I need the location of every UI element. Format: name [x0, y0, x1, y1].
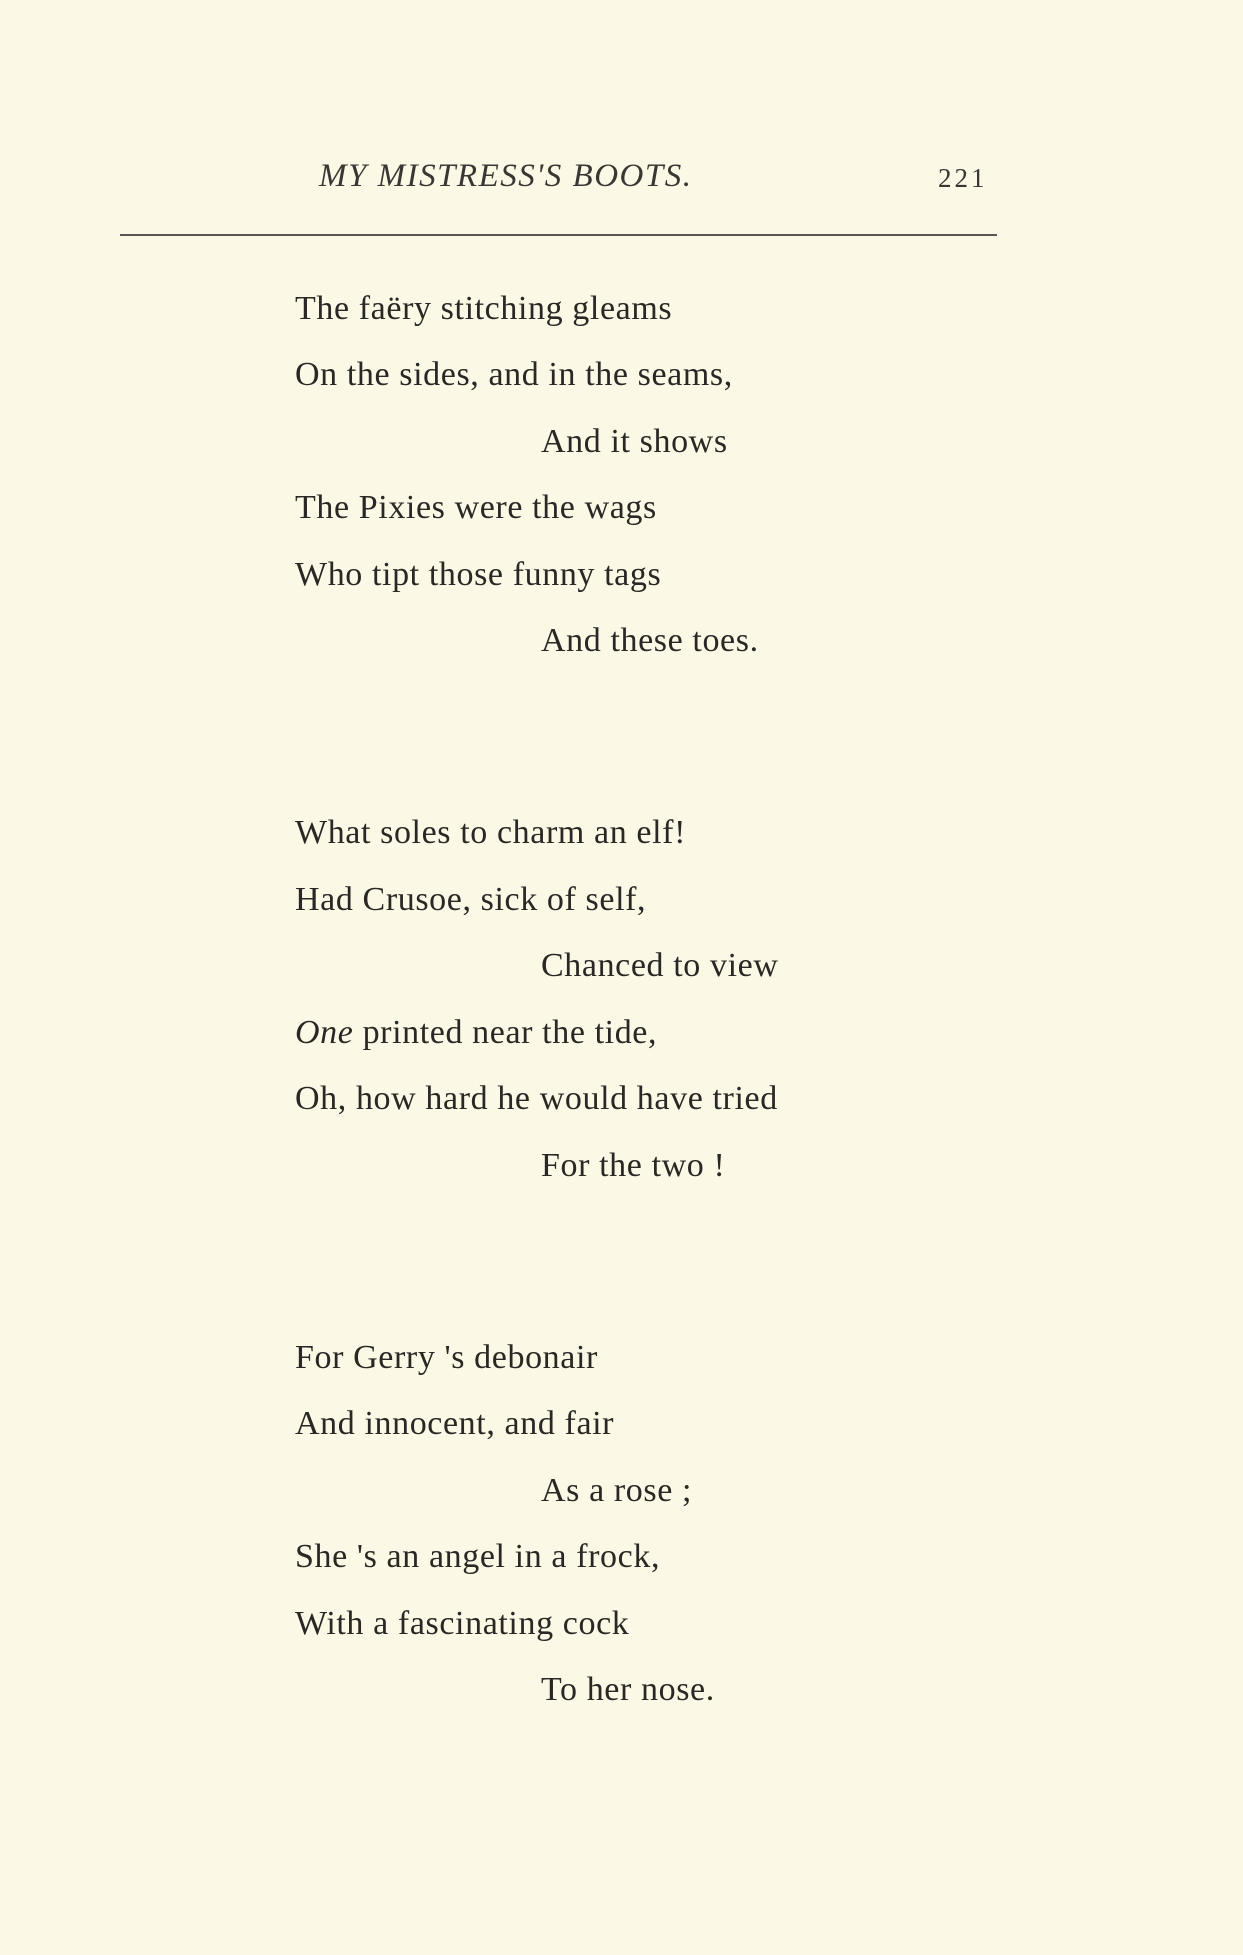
poem-line-text: printed near the tide, [362, 1014, 658, 1051]
poem-line: Oh, how hard he would have tried [295, 1080, 778, 1117]
italic-word: One [295, 1014, 354, 1051]
page-header [0, 150, 1243, 200]
poem-line: The Pixies were the wags [295, 489, 657, 526]
header-divider [120, 234, 997, 236]
poem-line: With a fascinating cock [295, 1605, 630, 1642]
poem-line: And these toes. [541, 622, 759, 659]
poem-line: Who tipt those funny tags [295, 556, 662, 593]
poem-line: To her nose. [541, 1671, 715, 1708]
poem-line: Chanced to view [541, 947, 779, 984]
page-number: 221 [938, 163, 988, 193]
poem-line: For the two ! [541, 1147, 726, 1184]
poem-line: On the sides, and in the seams, [295, 356, 733, 393]
poem-line: What soles to charm an elf! [295, 814, 686, 851]
poem-line: For Gerry 's debonair [295, 1339, 598, 1376]
poem-line: Had Crusoe, sick of self, [295, 881, 647, 918]
poem-line: And innocent, and fair [295, 1405, 615, 1442]
poem-line: And it shows [541, 423, 728, 460]
running-head: MY MISTRESS'S BOOTS. [319, 158, 693, 194]
poem-line: She 's an angel in a frock, [295, 1538, 661, 1575]
poem-line: The faëry stitching gleams [295, 290, 673, 327]
poem-line: As a rose ; [541, 1472, 693, 1509]
poem-line [295, 1014, 657, 1052]
